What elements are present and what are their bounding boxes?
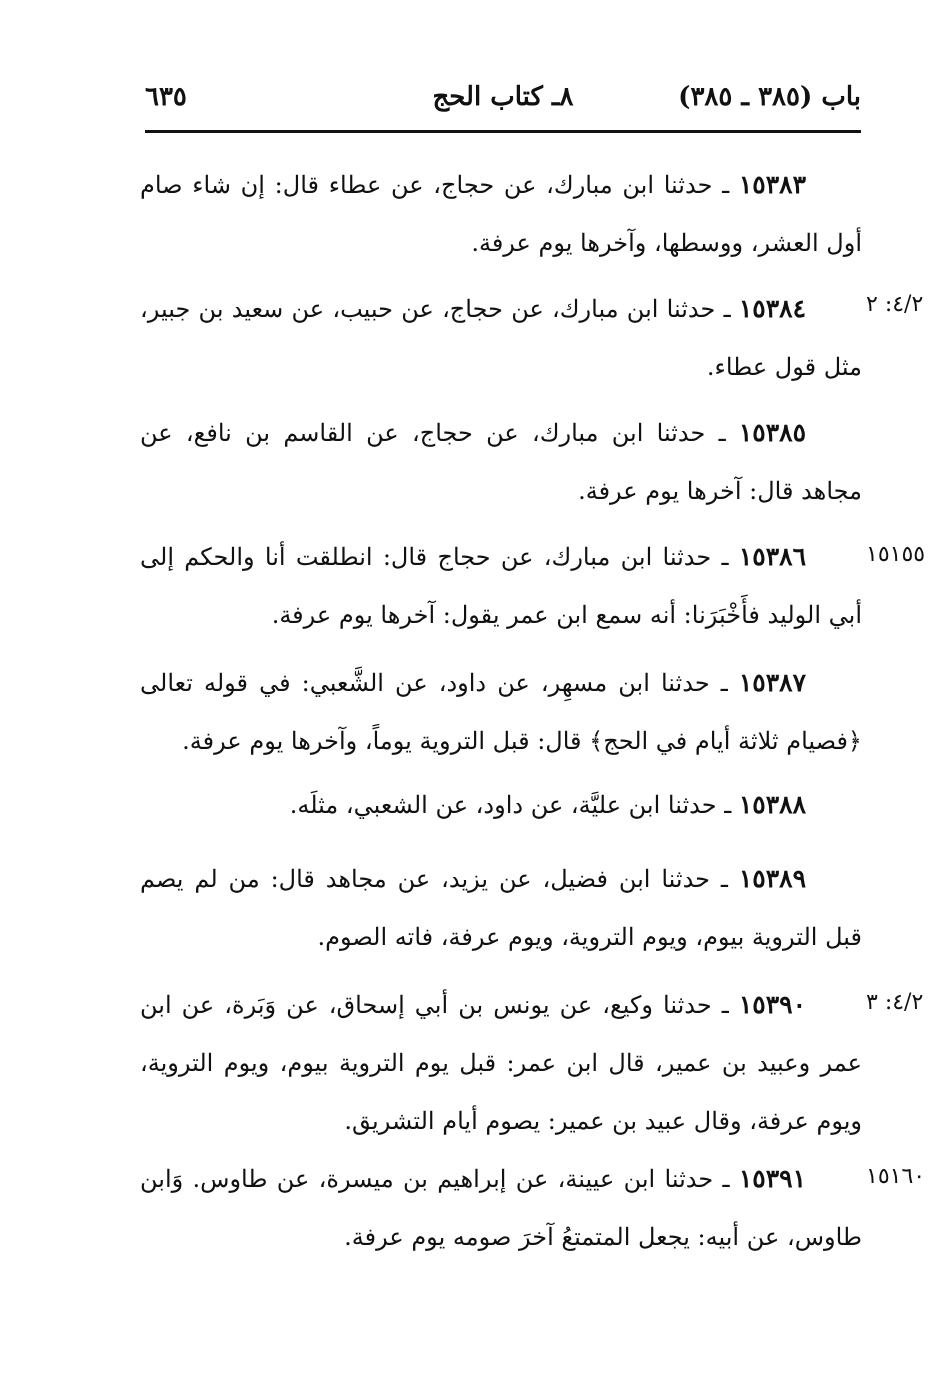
hadith-entry (140, 528, 862, 644)
chapter-heading: باب (٣٨٥ ـ ٣٨٥) (678, 82, 861, 112)
hadith-entry (140, 850, 862, 966)
entry-text: ـ حدثنا ابن مبارك، عن حجاج، عن القاسم بن نافع، عن مجاهد قال: آخرها يوم عرفة. (140, 419, 862, 505)
entry-number: ١٥٣٨٣ (738, 170, 806, 199)
book-title: ٨ـ كتاب الحج (432, 82, 574, 112)
hadith-entry (140, 156, 862, 272)
entry-number: ١٥٣٩٠ (738, 990, 806, 1019)
entry-text: ـ حدثنا وكيع، عن يونس بن أبي إسحاق، عن وَبَرة، عن ابن عمر وعبيد بن عمير، قال ابن عمر: قبل يوم التروية بيوم، ويوم التروية، ويوم عرفة، وقال عبيد بن عمير: يصوم أيام التشريق. (140, 991, 862, 1135)
entry-text: ـ حدثنا ابن فضيل، عن يزيد، عن مجاهد قال: من لم يصم قبل التروية بيوم، ويوم التروية، ويوم عرفة، فاته الصوم. (140, 865, 862, 951)
entry-text: ـ حدثنا ابن مبارك، عن حجاج قال: انطلقت أنا والحكم إلى أبي الوليد فأَخْبَرَنا: أنه سمع ابن عمر يقول: آخرها يوم عرفة. (140, 543, 862, 629)
running-header (145, 82, 861, 126)
margin-reference: ٤/٢: ٢ (866, 292, 924, 317)
entry-text: ـ حدثنا ابن مبارك، عن حجاج، عن عطاء قال: إن شاء صام أول العشر، ووسطها، وآخرها يوم عرفة. (140, 171, 862, 257)
margin-reference: ١٥١٥٥ (866, 542, 926, 567)
header-divider (145, 130, 861, 133)
entry-text: ـ حدثنا ابن عليَّة، عن داود، عن الشعبي، مثلَه. (289, 791, 739, 819)
entry-text: ـ حدثنا ابن مسهِر، عن داود، عن الشَّعبي: في قوله تعالى ﴿فصيام ثلاثة أيام في الحج﴾ قال: قبل التروية يوماً، وآخرها يوم عرفة. (140, 669, 862, 755)
entry-number: ١٥٣٨٩ (738, 864, 806, 893)
entry-number: ١٥٣٨٦ (738, 542, 806, 571)
hadith-entry (140, 976, 862, 1150)
hadith-entry (140, 404, 862, 520)
entry-number: ١٥٣٨٨ (738, 790, 806, 819)
page-number: ٦٣٥ (145, 82, 187, 112)
entry-text: ـ حدثنا ابن مبارك، عن حجاج، عن حبيب، عن سعيد بن جبير، مثل قول عطاء. (140, 295, 862, 381)
hadith-entry (140, 1150, 862, 1266)
entry-number: ١٥٣٨٧ (738, 668, 806, 697)
margin-reference: ٤/٢: ٣ (866, 990, 924, 1015)
entry-number: ١٥٣٨٥ (738, 418, 806, 447)
margin-reference: ١٥١٦٠ (866, 1164, 926, 1189)
hadith-entry (140, 280, 862, 396)
hadith-entry (140, 776, 862, 834)
entry-number: ١٥٣٩١ (738, 1164, 807, 1193)
entry-number: ١٥٣٨٤ (738, 294, 806, 323)
entry-text: ـ حدثنا ابن عيينة، عن إبراهيم بن ميسرة، عن طاوس. وَابن طاوس، عن أبيه: يجعل المتمتعُ آخرَ صومه يوم عرفة. (140, 1165, 862, 1251)
hadith-entry (140, 654, 862, 770)
